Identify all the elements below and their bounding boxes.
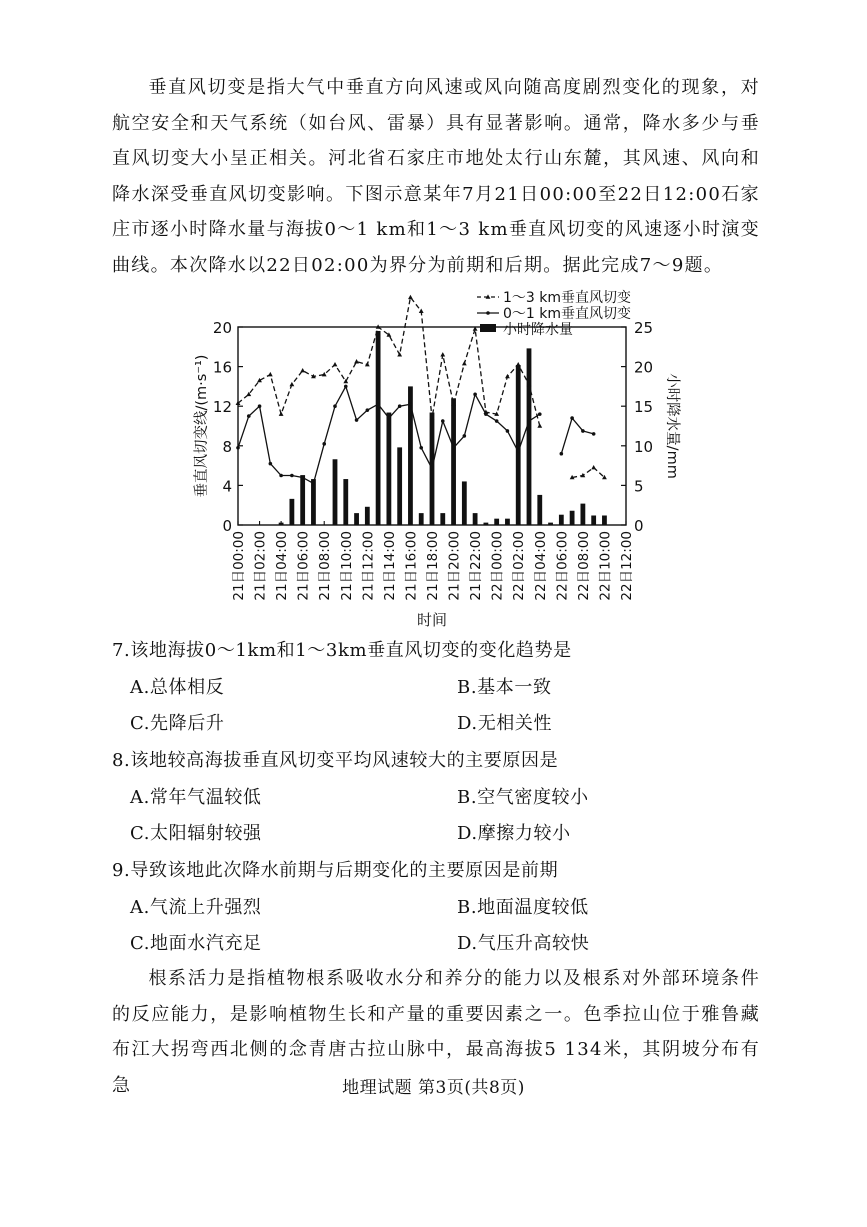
left-tick-label: 0: [222, 517, 232, 535]
right-tick-label: 10: [634, 437, 654, 456]
shear-1-3km-line: [572, 468, 604, 478]
x-tick-label: 21日20:00: [446, 531, 463, 601]
x-tick-label: 21日02:00: [252, 531, 269, 601]
precip-bar: [365, 507, 370, 525]
left-tick-label: 20: [212, 319, 232, 337]
precip-bar: [602, 515, 607, 525]
legend-label-precip: 小时降水量: [503, 322, 573, 338]
x-tick-label: 21日22:00: [468, 531, 485, 601]
legend-marker-0-1km: [486, 311, 490, 315]
x-axis-title: 时间: [416, 611, 448, 629]
shear-0-1km-line: [561, 418, 593, 454]
precip-bar: [376, 331, 381, 525]
outro-text: 根系活力是指植物根系吸收水分和养分的能力以及根系对外部环境条件的反应能力，是影响植物生长和产量的重要因素之一。色季拉山位于雅鲁藏布江大拐弯西北侧的念青唐古拉山脉中，最高海拔5 134米，其阴坡分布有急: [112, 968, 760, 1096]
intro-paragraph: [112, 70, 760, 283]
left-tick-label: 16: [212, 358, 232, 377]
legend-swatch-precip: [480, 324, 496, 332]
precip-bar: [451, 398, 456, 525]
right-tick-label: 20: [634, 358, 654, 377]
y-axis-right-title: 小时降水量/mm: [664, 373, 680, 479]
x-tick-label: 22日00:00: [489, 531, 506, 601]
legend-label-0-1km: 0～1 km垂直风切变: [503, 306, 632, 322]
x-tick-label: 22日04:00: [532, 531, 549, 601]
precip-bar: [419, 513, 424, 525]
precip-bar: [462, 481, 467, 525]
x-tick-label: 21日06:00: [295, 531, 312, 601]
right-tick-label: 15: [634, 398, 654, 417]
precip-bar: [397, 447, 402, 525]
precip-bar: [505, 519, 510, 525]
q7-option-d[interactable]: D.无相关性: [457, 713, 553, 734]
precip-bar: [311, 479, 316, 525]
precip-windshear-chart: [0, 280, 867, 660]
q8-option-c[interactable]: C.太阳辐射较强: [130, 823, 262, 844]
precip-bar: [333, 459, 338, 525]
precip-bar: [354, 513, 359, 525]
y-axis-left-title: 垂直风切变线/(m·s⁻¹): [194, 354, 210, 498]
x-tick-label: 21日14:00: [381, 531, 398, 601]
left-tick-label: 12: [212, 398, 232, 417]
legend-label-1-3km: 1～3 km垂直风切变: [503, 290, 632, 306]
x-tick-label: 21日00:00: [231, 531, 247, 601]
precip-bar: [548, 523, 553, 525]
precip-bar: [473, 513, 478, 525]
precip-bar: [343, 479, 348, 525]
precip-bar: [483, 523, 488, 525]
shear-1-3km-line: [238, 297, 540, 426]
q9-option-d[interactable]: D.气压升高较快: [457, 933, 590, 954]
x-tick-label: 21日10:00: [338, 531, 355, 601]
right-tick-label: 25: [634, 319, 654, 337]
right-tick-label: 5: [634, 477, 644, 496]
precip-bar: [300, 475, 305, 525]
x-tick-label: 22日12:00: [619, 531, 635, 601]
precip-bar: [591, 515, 596, 525]
precip-bar: [570, 511, 575, 525]
page-footer: 地理试题 第3页(共8页): [342, 1078, 525, 1098]
q7-option-b[interactable]: B.基本一致: [457, 677, 552, 698]
chart-legend: [477, 289, 631, 338]
x-tick-label: 22日10:00: [597, 531, 614, 601]
precip-bar: [408, 386, 413, 525]
q9-option-c[interactable]: C.地面水汽充足: [130, 933, 262, 954]
precip-bar: [386, 413, 391, 525]
q7-option-a[interactable]: A.总体相反: [130, 677, 225, 698]
question-9: 9.导致该地此次降水前期与后期变化的主要原因是前期: [112, 860, 559, 881]
precip-bar: [537, 495, 542, 525]
question-7: 7.该地海拔0～1km和1～3km垂直风切变的变化趋势是: [112, 640, 572, 661]
q8-option-d[interactable]: D.摩擦力较小: [457, 823, 571, 844]
question-8: 8.该地较高海拔垂直风切变平均风速较大的主要原因是: [112, 750, 559, 771]
right-tick-label: 0: [634, 517, 644, 535]
precip-bar: [289, 499, 294, 525]
precip-bar: [440, 513, 445, 525]
shear-1-3km-point: [322, 372, 327, 376]
x-tick-label: 21日16:00: [403, 531, 420, 601]
x-tick-label: 21日12:00: [360, 531, 377, 601]
q8-option-a[interactable]: A.常年气温较低: [130, 787, 262, 808]
precip-bar: [527, 348, 532, 525]
x-tick-label: 22日06:00: [554, 531, 571, 601]
intro-text: 垂直风切变是指大气中垂直方向风速或风向随高度剧烈变化的现象，对航空安全和天气系统（如台风、雷暴）具有显著影响。通常，降水多少与垂直风切变大小呈正相关。河北省石家庄市地处太行山东麓，其风速、风向和降水深受垂直风切变影响。下图示意某年7月21日00:00至22日12:00石家庄市逐小时降水量与海拔0～1 km和1～3 km垂直风切变的风速逐小时演变曲线。本次降水以22日02:00为界分为前期和后期。据此完成7～9题。: [112, 77, 760, 276]
q7-option-c[interactable]: C.先降后升: [130, 713, 225, 734]
precip-bar: [279, 523, 284, 525]
q9-option-a[interactable]: A.气流上升强烈: [130, 897, 262, 918]
q9-option-b[interactable]: B.地面温度较低: [457, 897, 589, 918]
precip-bars: [279, 331, 607, 525]
left-tick-label: 8: [222, 437, 232, 456]
precip-bar: [559, 515, 564, 525]
x-tick-label: 22日02:00: [511, 531, 528, 601]
x-tick-label: 21日08:00: [317, 531, 334, 601]
x-tick-label: 22日08:00: [575, 531, 592, 601]
q8-option-b[interactable]: B.空气密度较小: [457, 787, 589, 808]
precip-bar: [494, 519, 499, 525]
left-tick-label: 4: [222, 477, 232, 496]
precip-bar: [580, 504, 585, 525]
x-tick-label: 21日18:00: [425, 531, 441, 601]
shear-1-3km-point: [354, 359, 359, 363]
x-tick-label: 21日04:00: [274, 531, 291, 601]
